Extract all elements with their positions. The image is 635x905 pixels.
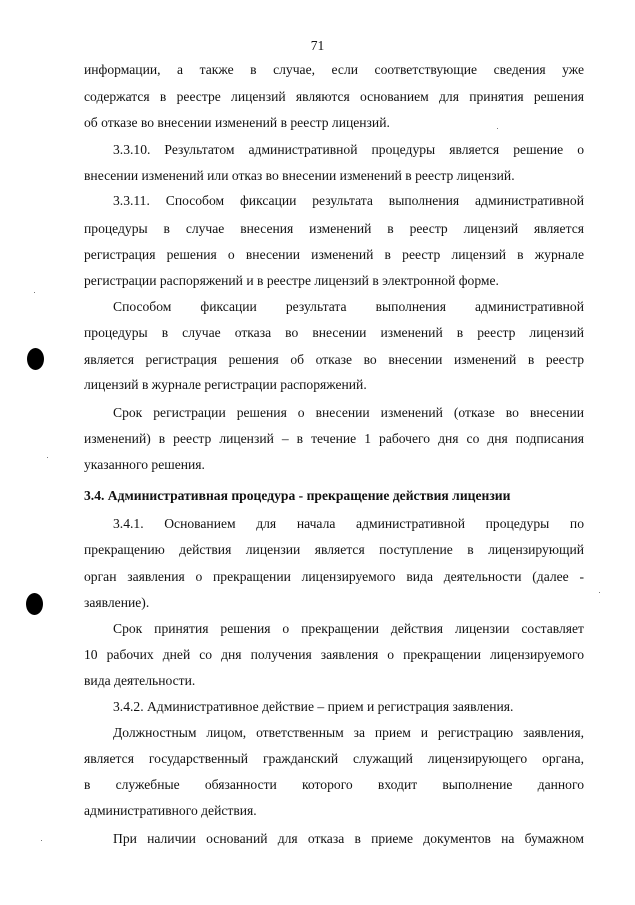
- text-line: заявление).: [84, 595, 150, 610]
- text-line: изменений) в реестр лицензий – в течение 1 рабочего дня со дня подписания: [84, 431, 584, 446]
- scan-speck: [47, 457, 48, 458]
- text-line: 10 рабочих дней со дня получения заявления о прекращении лицензируемого: [84, 647, 584, 662]
- text-line: Должностным лицом, ответственным за прием и регистрацию заявления,: [113, 725, 584, 740]
- text-line: административного действия.: [84, 803, 257, 818]
- scan-speck: [34, 292, 35, 293]
- text-line: регистрация решения о внесении изменений в реестр лицензий в журнале: [84, 247, 584, 262]
- scan-speck: [599, 592, 600, 593]
- text-line: содержатся в реестре лицензий являются основанием для принятия решения: [84, 89, 584, 104]
- text-line: указанного решения.: [84, 457, 205, 472]
- text-line: является государственный гражданский служащий лицензирующего органа,: [84, 751, 584, 766]
- section-heading: 3.4. Административная процедура - прекращение действия лицензии: [84, 488, 511, 503]
- text-line: вида деятельности.: [84, 673, 196, 688]
- text-line: об отказе во внесении изменений в реестр лицензий.: [84, 115, 390, 130]
- text-line: процедуры в случае отказа во внесении изменений в реестр лицензий: [84, 325, 584, 340]
- text-line: прекращению действия лицензии является поступление в лицензирующий: [84, 542, 584, 557]
- text-line: 3.4.1. Основанием для начала административной процедуры по: [113, 516, 584, 531]
- text-line: 3.3.11. Способом фиксации результата выполнения административной: [113, 193, 584, 208]
- text-line: информации, а также в случае, если соответствующие сведения уже: [84, 62, 584, 77]
- page-number: 71: [310, 38, 325, 53]
- text-line: является регистрация решения об отказе во внесении изменений в реестр: [84, 352, 584, 367]
- text-line: Срок регистрации решения о внесении изменений (отказе во внесении: [113, 405, 584, 420]
- punch-hole-top: [27, 348, 44, 370]
- text-line: процедуры в случае внесения изменений в реестр лицензий является: [84, 221, 584, 236]
- scan-speck: [41, 840, 42, 841]
- text-line: 3.4.2. Административное действие – прием и регистрация заявления.: [113, 699, 514, 714]
- text-line: Срок принятия решения о прекращении действия лицензии составляет: [113, 621, 584, 636]
- text-line: лицензий в журнале регистрации распоряжений.: [84, 377, 367, 392]
- text-line: 3.3.10. Результатом административной процедуры является решение о: [113, 142, 584, 157]
- punch-hole-bottom: [26, 593, 43, 615]
- text-line: Способом фиксации результата выполнения административной: [113, 299, 584, 314]
- text-line: орган заявления о прекращении лицензируемого вида деятельности (далее -: [84, 569, 584, 584]
- text-line: регистрации распоряжений и в реестре лицензий в электронной форме.: [84, 273, 499, 288]
- text-line: внесении изменений или отказ во внесении изменений в реестр лицензий.: [84, 168, 515, 183]
- text-line: При наличии оснований для отказа в приеме документов на бумажном: [113, 831, 584, 846]
- text-line: в служебные обязанности которого входит выполнение данного: [84, 777, 584, 792]
